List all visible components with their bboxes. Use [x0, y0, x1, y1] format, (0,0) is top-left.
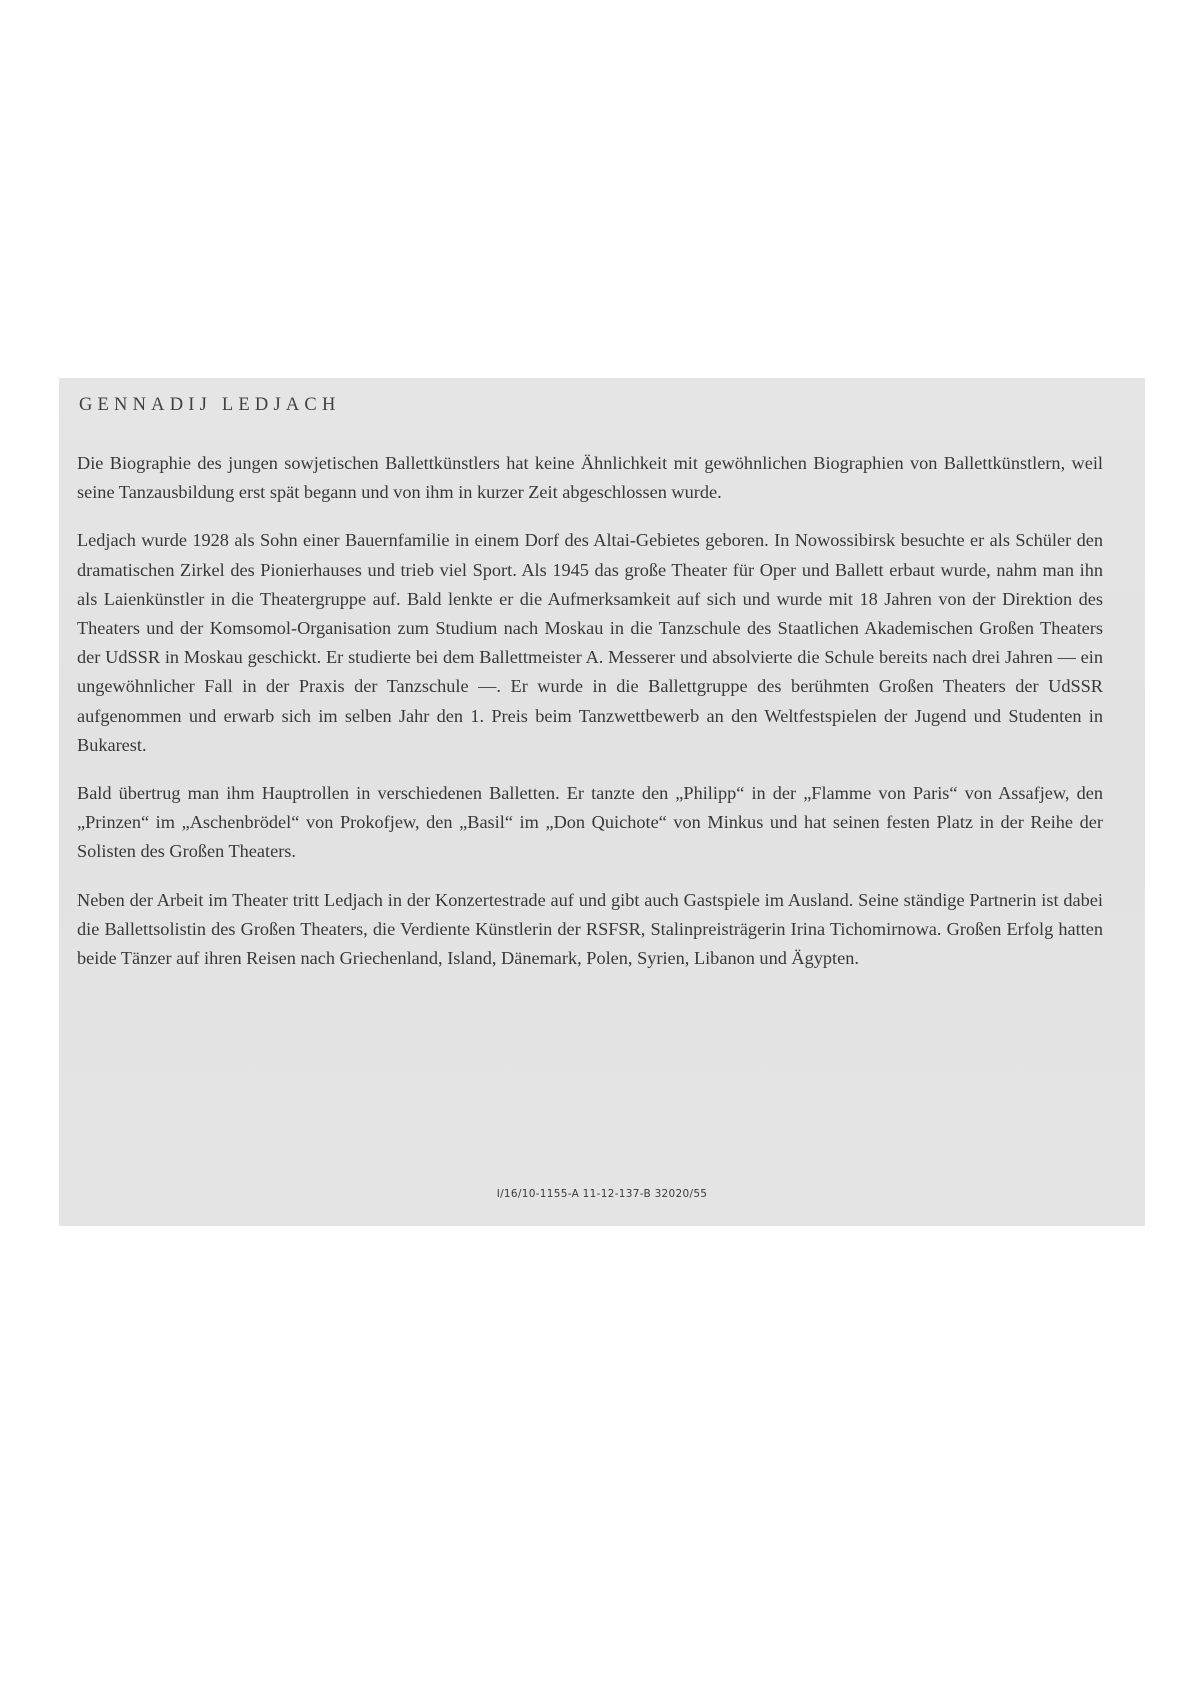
text-card [59, 378, 1145, 1226]
body-text [77, 449, 1103, 992]
paragraph-roles: Bald übertrug man ihm Hauptrollen in verschiedenen Balletten. Er tanzte den „Philipp“ in der „Flamme von Paris“ von Assafjew, den „Prinzen“ im „Aschenbrödel“ von Prokofjew, den „Basil“ im „Don Quichote“ von Minkus und hat seinen festen Platz in der Reihe der Solisten des Großen Theaters. [77, 783, 1103, 862]
paragraph-early-life: Ledjach wurde 1928 als Sohn einer Bauernfamilie in einem Dorf des Altai-Gebietes geboren. In Nowossibirsk besuchte er als Schüler den dramatischen Zirkel des Pionierhauses und trieb viel Sport. Als 1945 das große Theater für Oper und Ballett erbaut wurde, nahm man ihn als Laienkünstler in die Theatergruppe auf. Bald lenkte er die Aufmerksamkeit auf sich und wurde mit 18 Jahren von der Direktion des Theaters und der Komsomol-Organisation zum Studium nach Moskau in die Tanzschule des Staatlichen Akademischen Großen Theaters der UdSSR in Moskau geschickt. Er studierte bei dem Ballettmeister A. Messerer und absolvierte die Schule bereits nach drei Jahren — ein ungewöhnlicher Fall in der Praxis der Tanzschule —. Er wurde in die Ballettgruppe des berühmten Großen Theaters der UdSSR aufgenommen und erwarb sich im selben Jahr den 1. Preis beim Tanzwettbewerb an den Weltfestspielen der Jugend und Studenten in Bukarest. [77, 530, 1103, 755]
paragraph-tours: Neben der Arbeit im Theater tritt Ledjach in der Konzertestrade auf und gibt auch Gastspiele im Ausland. Seine ständige Partnerin ist dabei die Ballettsolistin des Großen Theaters, die Verdiente Künstlerin der RSFSR, Stalinpreisträgerin Irina Tichomirnowa. Großen Erfolg hatten beide Tänzer auf ihren Reisen nach Griechenland, Island, Dänemark, Polen, Syrien, Libanon und Ägypten. [77, 889, 1103, 969]
paragraph-intro: Die Biographie des jungen sowjetischen Ballettkünstlers hat keine Ähnlichkeit mit gewöhnlichen Biographien von Ballettkünstlern, weil seine Tanzausbildung erst spät begann und von ihm in kurzer Zeit abgeschlossen wurde. [77, 453, 1103, 503]
print-code: I/16/10-1155-A 11-12-137-B 32020/55 [496, 1188, 708, 1200]
document-heading: GENNADIJ LEDJACH [79, 395, 341, 415]
